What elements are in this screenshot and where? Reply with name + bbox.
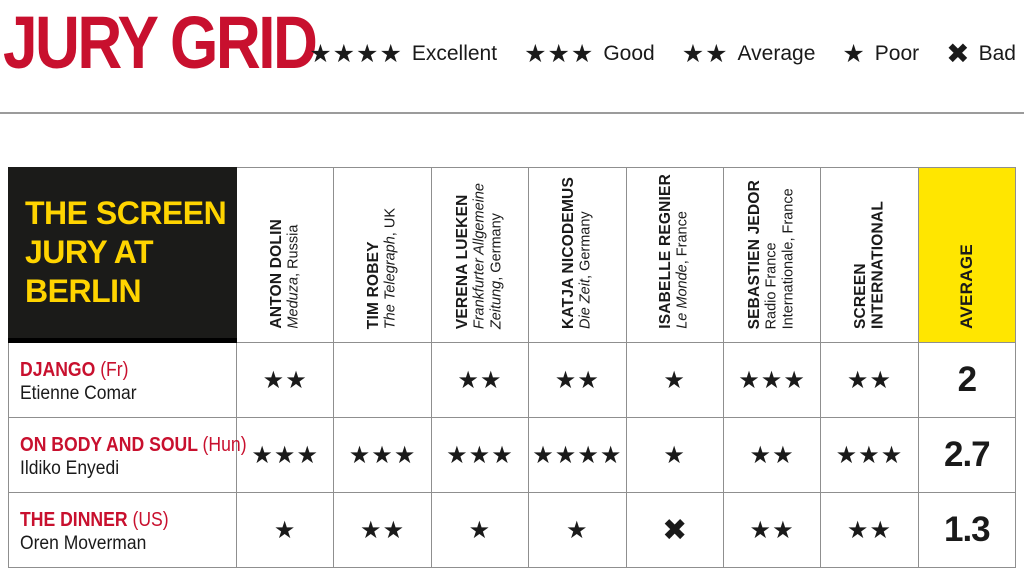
rating-stars: ★★ [262, 366, 308, 394]
rating-stars: ★ [566, 516, 589, 544]
page-title: JURY GRID [3, 1, 316, 84]
divider-rule [0, 112, 1024, 114]
rating-cell [821, 418, 918, 493]
juror-affiliation [764, 180, 781, 329]
juror-header-rotated-text [657, 174, 691, 329]
rating-cell [627, 493, 724, 568]
juror-header-rotated-text [852, 201, 887, 329]
average-header-label: AVERAGE [956, 244, 976, 329]
average-header-rotated-text [957, 244, 977, 329]
legend-label: Average [737, 42, 816, 65]
film-country: (Fr) [100, 359, 129, 381]
star-rating-icon: ★ [842, 39, 866, 68]
average-value: 2.7 [943, 435, 990, 474]
rating-cell [334, 418, 431, 493]
rating-legend [309, 40, 1016, 68]
rating-cell [432, 343, 529, 418]
juror-affiliation-segment: Internationale, France [780, 187, 797, 329]
juror-name: TIM ROBEY [365, 241, 383, 329]
juror-affiliation [675, 174, 692, 329]
rating-stars: ★ [663, 441, 686, 469]
rating-cell [627, 418, 724, 493]
bad-mark-icon: ✖ [662, 513, 688, 547]
juror-affiliation-segment: Radio France [763, 241, 780, 329]
juror-header-rotated-text [268, 219, 302, 329]
rating-stars: ★★★ [835, 441, 904, 469]
average-cell [919, 418, 1016, 493]
rating-stars: ★★ [749, 441, 795, 469]
juror-affiliation-segment: Frankfurter Allgemeine [471, 182, 488, 329]
film-title-text: DJANGO [20, 359, 101, 381]
juror-header-rotated-text [365, 208, 399, 329]
rating-cell [334, 493, 431, 568]
rating-stars: ★★ [846, 366, 892, 394]
rating-cell [237, 418, 334, 493]
juror-name: ANTON DOLIN [267, 219, 285, 329]
juror-header-cell [627, 167, 724, 343]
film-title-cell [8, 418, 247, 493]
average-cell [919, 493, 1016, 568]
rating-cell [821, 343, 918, 418]
corner-header-line: JURY AT [25, 234, 154, 271]
juror-affiliation-segment: Zeitung [488, 280, 505, 329]
juror-header-rotated-text [560, 177, 594, 329]
legend-label: Excellent [411, 42, 498, 65]
juror-header-rotated-text [746, 180, 798, 329]
juror-header-cell [724, 167, 821, 343]
legend-label: Poor [874, 42, 920, 65]
rating-stars: ★★★ [738, 366, 806, 394]
rating-cell [821, 493, 918, 568]
bad-mark-icon: ✖ [946, 38, 970, 69]
juror-name: SEBASTIEN JEDOR [746, 179, 764, 329]
rating-stars: ★★ [749, 516, 795, 544]
rating-cell [724, 493, 821, 568]
film-director: Ildiko Enyedi [20, 458, 120, 479]
juror-header-cell [334, 167, 431, 343]
juror-affiliation-segment: Le Monde [674, 264, 691, 329]
film-title-text: THE DINNER [20, 509, 133, 531]
juror-affiliation-segment: , Russia [285, 225, 302, 278]
juror-affiliation [781, 180, 798, 329]
juror-affiliation [489, 183, 506, 329]
film-country: (US) [132, 509, 169, 531]
rating-stars: ★★★★ [532, 441, 623, 469]
juror-header-cell [529, 167, 626, 343]
average-value: 1.3 [943, 510, 990, 549]
juror-header-cell [237, 167, 334, 343]
juror-name: VERENA LUEKEN [454, 194, 472, 329]
jury-grid-table [8, 167, 1016, 568]
legend-label: Bad [978, 42, 1016, 65]
legend-label: Good [603, 42, 655, 65]
rating-stars: ★★ [457, 366, 503, 394]
average-value: 2 [957, 360, 977, 399]
star-rating-icon: ★★★★ [309, 39, 403, 68]
juror-affiliation [285, 219, 302, 329]
juror-affiliation-segment: Die Zeit [577, 279, 594, 329]
film-title [20, 434, 247, 457]
juror-affiliation-segment: , France [674, 211, 691, 265]
film-country: (Hun) [202, 434, 247, 456]
rating-stars: ★ [468, 516, 492, 544]
film-title-cell [8, 343, 237, 418]
juror-affiliation-segment: , Germany [577, 211, 594, 280]
rating-cell [529, 343, 626, 418]
corner-header-line: BERLIN [25, 273, 142, 310]
rating-stars: ★★★ [348, 441, 417, 469]
legend-item [842, 39, 920, 68]
juror-affiliation-segment: The Telegraph [382, 236, 399, 329]
juror-affiliation-segment: , Germany [488, 212, 505, 281]
juror-affiliation [577, 177, 594, 329]
rating-stars: ★★ [554, 366, 600, 394]
rating-cell [529, 493, 626, 568]
film-director: Oren Moverman [20, 533, 147, 554]
juror-affiliation-segment: Meduza [285, 277, 302, 329]
average-header-cell [919, 167, 1016, 343]
rating-cell [432, 493, 529, 568]
rating-stars: ★ [663, 366, 686, 394]
juror-header-cell [432, 167, 529, 343]
rating-cell [724, 343, 821, 418]
film-title [20, 359, 210, 382]
juror-affiliation-segment: , UK [382, 207, 399, 237]
juror-affiliation [383, 208, 400, 329]
legend-item [309, 39, 498, 68]
rating-stars: ★★★ [251, 441, 319, 469]
rating-cell [237, 493, 334, 568]
juror-name: INTERNATIONAL [869, 200, 887, 329]
rating-cell [529, 418, 626, 493]
rating-stars: ★ [273, 516, 297, 544]
film-director: Etienne Comar [20, 383, 137, 404]
juror-header-rotated-text [454, 183, 506, 329]
rating-stars: ★★ [846, 516, 892, 544]
juror-name: ISABELLE REGNIER [657, 174, 675, 329]
film-title-text: ON BODY AND SOUL [20, 434, 203, 456]
film-title [20, 509, 210, 532]
juror-affiliation [472, 183, 489, 329]
juror-name: KATJA NICODEMUS [560, 177, 578, 329]
legend-item [946, 40, 1016, 68]
legend-item [681, 39, 816, 68]
star-rating-icon: ★★ [681, 39, 729, 68]
legend-item [524, 39, 655, 68]
rating-cell [334, 343, 431, 418]
juror-header-cell [821, 167, 918, 343]
film-title-cell [8, 493, 237, 568]
juror-name: SCREEN [852, 263, 870, 329]
rating-stars: ★★ [360, 516, 406, 544]
rating-cell [627, 343, 724, 418]
rating-cell [724, 418, 821, 493]
corner-header-line: THE SCREEN [25, 195, 227, 231]
average-cell [919, 343, 1016, 418]
rating-stars: ★★★ [446, 441, 514, 469]
rating-cell [237, 343, 334, 418]
rating-cell [432, 418, 529, 493]
star-rating-icon: ★★★ [524, 39, 595, 68]
table-corner-header [8, 167, 237, 343]
